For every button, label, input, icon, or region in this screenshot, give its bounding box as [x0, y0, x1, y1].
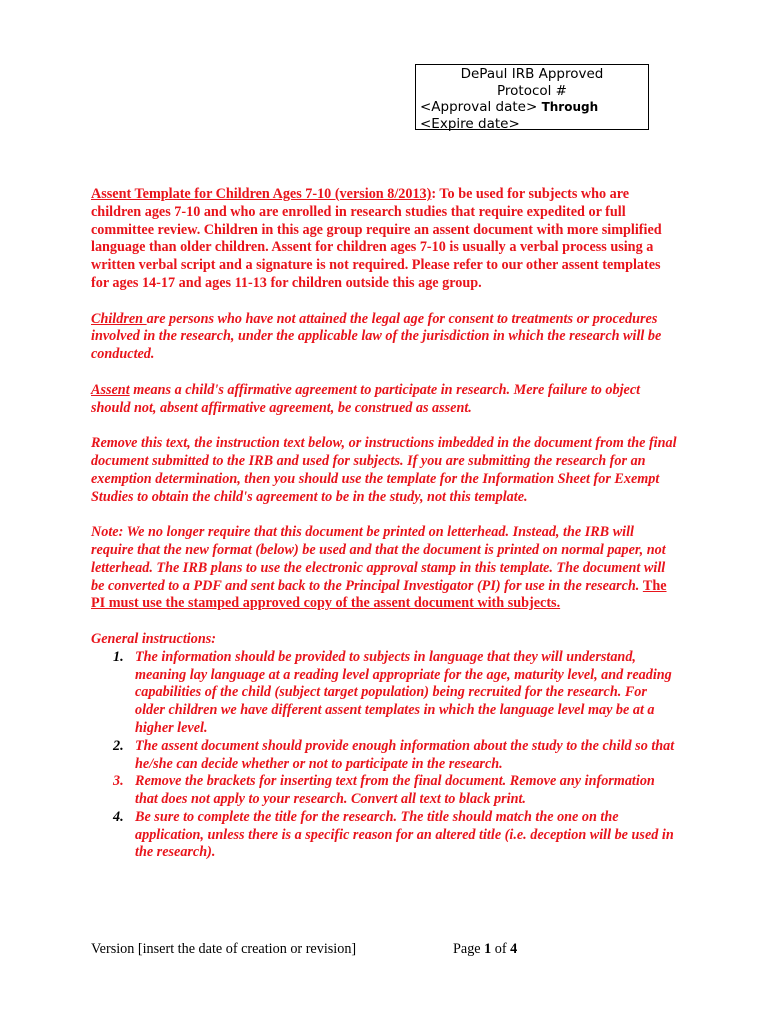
assent-term: Assent	[91, 381, 130, 398]
expire-date-placeholder: <Expire date>	[420, 115, 520, 132]
note-text: Note: We no longer require that this document be printed on letterhead. Instead, the IRB will require that the new format (below) be used and that the document is printed on normal paper, not letterhead. The IRB plans to use the electronic approval stamp in this template. The document will be converted to a PDF and sent back to the Principal Investigator (PI) for use in the research.	[91, 524, 666, 594]
intro-paragraph	[91, 186, 679, 293]
general-instructions-list	[91, 649, 679, 863]
page-of: of	[491, 941, 511, 957]
protocol-number-label: Protocol #	[496, 82, 567, 99]
list-item	[113, 773, 679, 809]
irb-approved-label: DePaul IRB Approved	[460, 66, 604, 82]
general-instructions-heading: General instructions:	[91, 630, 216, 647]
page-prefix: Page	[453, 941, 485, 957]
footer-page-number	[453, 941, 517, 958]
list-item	[113, 808, 679, 862]
intro-text: To be used for subjects who are children ages 7-10 and who are enrolled in research studies that require expedited or full committee review. Children in this age group require an assent document with more simplified language than older children. Assent for children ages 7-10 is usually a verbal process using a written verbal script and a signature is not required. Please refer to our other assent templates for ages 14-17 and ages 11-13 for children outside this age group.	[91, 186, 662, 291]
irb-approval-box	[415, 64, 649, 130]
stamped-copy-requirement: The PI must use the stamped approved copy of the assent document with subjects.	[91, 577, 667, 612]
children-term: Children	[91, 310, 147, 327]
list-item-text: Be sure to complete the title for the research. The title should match the one on the application, unless there is a specific reason for an altered title (i.e. deception will be used in the research).	[135, 808, 674, 861]
list-item-text: Remove the brackets for inserting text from the final document. Remove any information that does not apply to your research. Convert all text to black print.	[135, 773, 655, 808]
children-definition-text: are persons who have not attained the legal age for consent to treatments or procedures involved in the research, under the applicable law of the jurisdiction in which the research will be conducted.	[91, 310, 662, 363]
title-colon: :	[431, 186, 437, 202]
current-page: 1	[484, 941, 492, 957]
list-item-number: 3.	[113, 773, 124, 790]
template-title: Assent Template for Children Ages 7-10 (version 8/2013)	[91, 186, 432, 202]
list-item-number: 1.	[113, 648, 124, 665]
list-item-text: The information should be provided to subjects in language that they will understand, meaning lay language at a reading level appropriate for the age, maturity level, and reading capabilities of the child (subject target population) being recruited for the research. For older children we have different assent templates in which the language level may be at a higher level.	[135, 648, 672, 736]
children-definition	[91, 311, 679, 364]
assent-definition-text: means a child's affirmative agreement to participate in research. Mere failure to object should not, absent affirmative agreement, be construed as assent.	[91, 381, 641, 416]
note-paragraph	[91, 524, 679, 613]
through-label: Through	[541, 100, 599, 114]
list-item-number: 2.	[113, 737, 124, 754]
list-item-number: 4.	[113, 808, 124, 825]
approval-date-line	[420, 99, 644, 116]
assent-definition	[91, 382, 679, 418]
approval-date-placeholder: <Approval date>	[420, 99, 538, 115]
document-body	[91, 186, 679, 862]
total-pages: 4	[510, 941, 518, 957]
footer-version: Version [insert the date of creation or revision]	[91, 941, 357, 957]
remove-text-instruction: Remove this text, the instruction text below, or instructions imbedded in the document from the final document submitted to the IRB and used for subjects. If you are submitting the research for an exemption determination, then you should use the template for the Information Sheet for Exempt Studies to obtain the child's agreement to be in the study, not this template.	[91, 435, 677, 505]
list-item	[113, 737, 679, 774]
list-item-text: The assent document should provide enough information about the study to the child so that he/she can decide whether or not to participate in the research.	[135, 737, 675, 772]
list-item	[113, 648, 679, 738]
